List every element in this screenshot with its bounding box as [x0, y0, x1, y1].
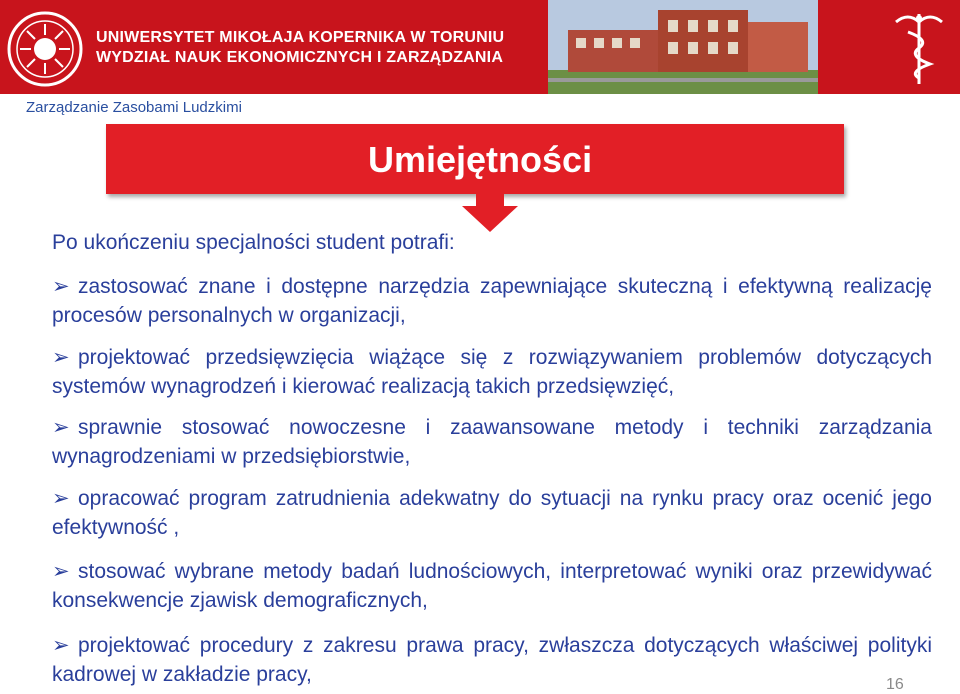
university-line-2: WYDZIAŁ NAUK EKONOMICZNYCH I ZARZĄDZANIA — [96, 49, 504, 66]
arrow-bullet-icon: ➢ — [52, 416, 70, 439]
list-item — [52, 343, 932, 401]
arrow-bullet-icon: ➢ — [52, 487, 70, 510]
list-item — [52, 631, 932, 689]
list-item-text: projektować przedsięwzięcia wiążące się z rozwiązywaniem problemów dotyczących systemów wynagrodzeń i kierować realizacją takich przedsięwzięć, — [52, 346, 932, 398]
list-item-text: stosować wybrane metody badań ludnościowych, interpretować wyniki oraz przewidywać konsekwencje zjawisk demograficznych, — [52, 560, 932, 612]
campus-photo — [548, 0, 818, 94]
list-item-text: zastosować znane i dostępne narzędzia zapewniające skuteczną i efektywną realizację procesów personalnych w organizacji, — [52, 275, 932, 327]
list-item-text: sprawnie stosować nowoczesne i zaawansowane metody i techniki zarządzania wynagrodzeniami w przedsiębiorstwie, — [52, 416, 932, 468]
university-name — [96, 28, 504, 68]
list-item-text: projektować procedury z zakresu prawa pracy, zwłaszcza dotyczących właściwej polityki kadrowej w zakładzie pracy, — [52, 634, 932, 686]
list-item — [52, 557, 932, 615]
page-number: 16 — [886, 676, 904, 693]
arrow-bullet-icon: ➢ — [52, 560, 70, 583]
lead-text: Po ukończeniu specjalności student potrafi: — [52, 231, 455, 254]
arrow-bullet-icon: ➢ — [52, 634, 70, 657]
slide-title: Umiejętności — [368, 139, 593, 180]
list-item — [52, 484, 932, 542]
down-arrow-icon — [462, 186, 518, 232]
university-seal-icon — [6, 10, 84, 88]
list-item — [52, 413, 932, 471]
title-box — [106, 124, 844, 194]
caduceus-icon — [890, 8, 948, 88]
arrow-bullet-icon: ➢ — [52, 346, 70, 369]
list-item-text: opracować program zatrudnienia adekwatny do sytuacji na rynku pracy oraz ocenić jego efektywność , — [52, 487, 932, 539]
header-banner — [0, 0, 960, 94]
course-subtitle: Zarządzanie Zasobami Ludzkimi — [26, 99, 242, 116]
university-line-1: UNIWERSYTET MIKOŁAJA KOPERNIKA W TORUNIU — [96, 29, 505, 46]
arrow-bullet-icon: ➢ — [52, 275, 70, 298]
list-item — [52, 272, 932, 330]
